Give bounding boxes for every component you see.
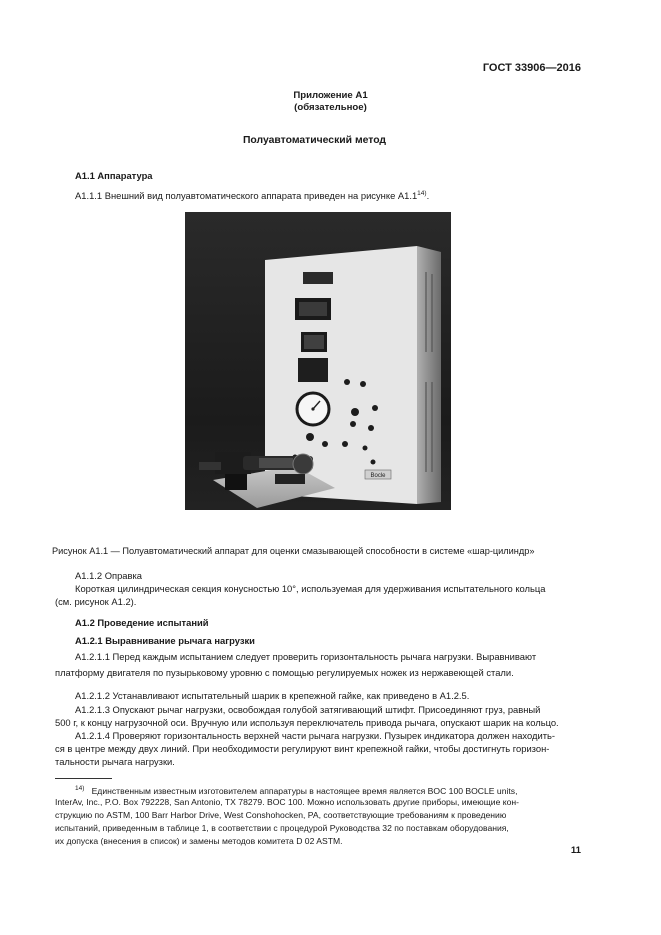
page-number: 11 — [570, 845, 581, 856]
heading-a1-1-2: А1.1.2 Оправка — [75, 570, 143, 581]
paragraph-a1-2-1-4-line2: ся в центре между двух линий. При необходимости регулируют винт крепежной гайки, чтобы достигнуть горизон- — [55, 743, 550, 754]
footnote-separator — [55, 778, 112, 779]
appendix-subtitle: (обязательное) — [294, 102, 367, 113]
paragraph-a1-1-2-line2: (см. рисунок А1.2). — [55, 596, 137, 607]
appendix-title: Приложение А1 — [293, 90, 368, 101]
document-code: ГОСТ 33906—2016 — [482, 62, 581, 74]
footnote-line5: их допуска (внесения в список) и замены методов комитета D 02 ASTM. — [55, 836, 343, 846]
paragraph-a1-2-1-1-line2: платформу двигателя по пузырьковому уровню с помощью регулируемых ножек из нержавеющей стали. — [55, 667, 514, 678]
paragraph-a1-1-1-end: . — [426, 190, 430, 202]
apparatus-photo — [185, 212, 451, 510]
paragraph-a1-2-1-4-line1: А1.2.1.4 Проверяют горизонтальность верхней части рычага нагрузки. Пузырек индикатора должен находить- — [75, 730, 556, 741]
paragraph-a1-2-1-1-line1: А1.2.1.1 Перед каждым испытанием следует проверить горизонтальность рычага нагрузки. Выравнивают — [75, 651, 537, 662]
paragraph-a1-1-2-line1: Короткая цилиндрическая секция конусностью 10°, используемая для удерживания испытательного кольца — [75, 583, 546, 594]
paragraph-a1-2-1-3-line1: А1.2.1.3 Опускают рычаг нагрузки, освобождая голубой затягивающий штифт. Присоединяют груз, равный — [75, 704, 541, 715]
footnote-line2: InterAv, Inc., P.O. Box 792228, San Antonio, TX 78279. BOC 100. Можно использовать другие приборы, имеющие кон- — [55, 797, 519, 807]
device-brand-label: Bocle — [370, 473, 386, 479]
paragraph-a1-1-1-text: А1.1.1 Внешний вид полуавтоматического аппарата приведен на рисунке А1.1 — [75, 190, 418, 202]
footnote-line3: струкцию по ASTM, 100 Barr Harbor Drive, West Conshohocken, PA, соответствующие требованиям к проведению — [55, 810, 507, 820]
footnote-ref: 14) — [417, 190, 427, 197]
paragraph-a1-2-1-4-line3: тальности рычага нагрузки. — [55, 756, 175, 767]
paragraph-a1-2-1-3-line2: 500 г, к концу нагрузочной оси. Вручную или используя переключатель привода рычага, опускают шарик на кольцо. — [55, 717, 559, 728]
section-title: Полуавтоматический метод — [242, 135, 387, 146]
figure-caption: Рисунок А1.1 — Полуавтоматический аппарат для оценки смазывающей способности в системе «шар-цилиндр» — [52, 546, 535, 556]
footnote-mark: 14) — [75, 785, 85, 792]
paragraph-a1-2-1-2: А1.2.1.2 Устанавливают испытательный шарик в крепежной гайке, как приведено в А1.2.5. — [75, 690, 470, 701]
footnote-text-1: Единственным известным изготовителем аппаратуры в настоящее время является BOC 100 BOCLE units, — [91, 785, 518, 796]
heading-a1-1: А1.1 Аппаратура — [75, 170, 153, 181]
heading-a1-2: А1.2 Проведение испытаний — [75, 617, 209, 628]
heading-a1-2-1: А1.2.1 Выравнивание рычага нагрузки — [75, 635, 255, 646]
paragraph-a1-1-1 — [75, 186, 429, 203]
footnote-line4: испытаний, приведенным в таблице 1, в соответствии с процедурой Руководства 32 по поставкам оборудования, — [55, 823, 509, 833]
